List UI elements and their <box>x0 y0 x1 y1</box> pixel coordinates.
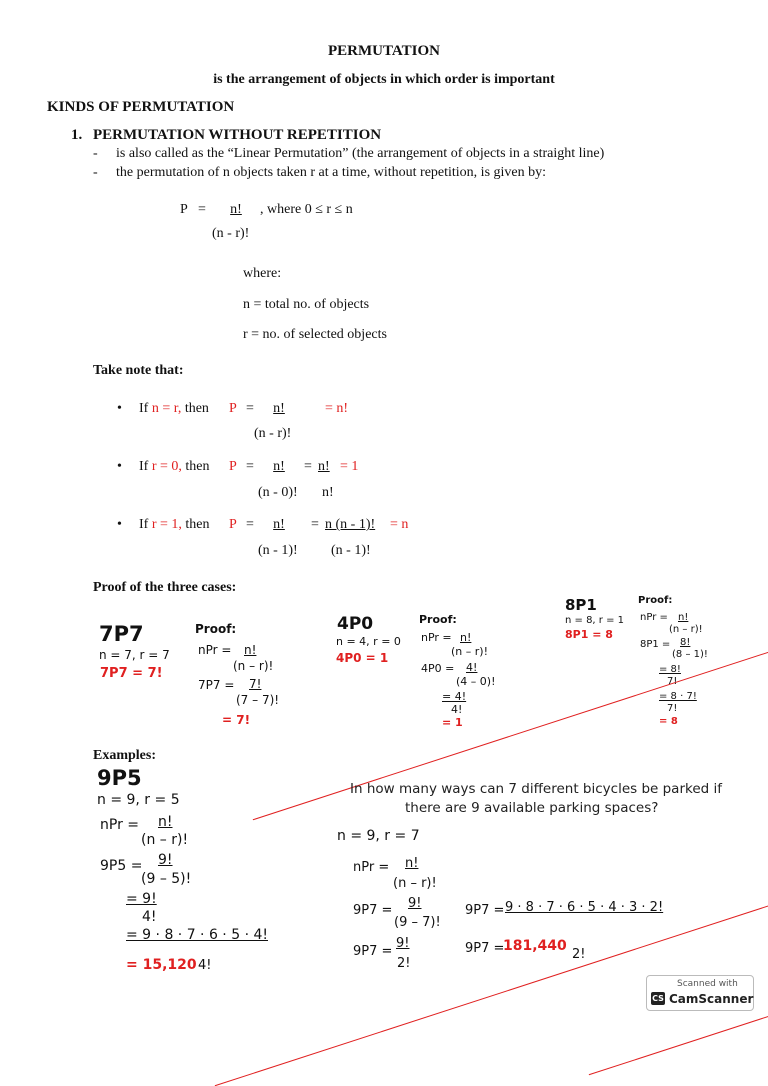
proof1-line1-den: (n – r)! <box>233 659 274 673</box>
proof2-line3-num: = 4! <box>442 690 467 703</box>
proof3-line3-num: = 8! <box>659 664 681 675</box>
proof3-line1-lhs: nPr = <box>640 612 668 623</box>
case-result: = 1 <box>340 459 359 474</box>
case-p: P <box>229 401 237 416</box>
case-if: If <box>139 401 149 416</box>
example2-r2-value: 181,440 <box>503 938 567 954</box>
r-definition: r = no. of selected objects <box>243 327 387 342</box>
proof1-label: Proof: <box>195 622 237 636</box>
case-then: then <box>185 459 210 474</box>
examples-heading: Examples: <box>93 748 156 763</box>
formula-eq: = <box>198 202 206 217</box>
example2-question-line1: In how many ways can 7 different bicycles be parked if <box>350 781 723 797</box>
section-number: 1. <box>71 127 83 143</box>
camscanner-badge <box>646 975 754 1011</box>
proof3-symbol: 8P1 <box>565 596 597 614</box>
case-2 <box>139 459 210 475</box>
proof3-line2-den: (8 – 1)! <box>672 649 708 660</box>
case-condition: r = 0, <box>151 459 182 474</box>
example2-l1-den: (n – r)! <box>393 876 437 891</box>
case-denominator: (n - 0)! <box>258 485 298 500</box>
proof3-label: Proof: <box>638 595 673 606</box>
formula-denominator: (n - r)! <box>212 226 250 241</box>
example2-r2-lhs: 9P7 = <box>465 941 505 956</box>
proof1-symbol: 7P7 <box>99 622 144 646</box>
case-denominator: (n - r)! <box>254 426 292 441</box>
proof2-line2-num: 4! <box>466 661 478 674</box>
formula-numerator: n! <box>230 202 242 217</box>
formula-condition: , where 0 ≤ r ≤ n <box>260 202 353 217</box>
proof2-line1-num: n! <box>460 631 472 644</box>
example2-l2-den: (9 – 7)! <box>394 915 441 930</box>
proof3-line4-den: 7! <box>667 703 678 714</box>
example2-given: n = 9, r = 7 <box>337 828 420 844</box>
proof1-line1-num: n! <box>244 643 257 657</box>
camscanner-logo-icon: CS <box>652 994 664 1003</box>
example2-l2-num: 9! <box>408 896 422 911</box>
proof1-line2-num: 7! <box>249 677 262 691</box>
proof1-line2-den: (7 – 7)! <box>236 693 768 707</box>
case-denominator-2: (n - 1)! <box>331 543 371 558</box>
example1-symbol: 9P5 <box>97 766 142 790</box>
case-eq2: = <box>311 517 319 532</box>
example1-l3-den: 4! <box>142 909 157 925</box>
case-numerator-2: n! <box>318 459 330 474</box>
note-heading: Take note that: <box>93 363 184 378</box>
proof2-line3-den: 4! <box>451 703 463 716</box>
example1-l3-num: = 9! <box>126 891 157 907</box>
example1-l1-lhs: nPr = <box>100 817 140 833</box>
proof2-final: = 1 <box>442 716 463 729</box>
proof3-line4-num: = 8 · 7! <box>659 691 697 702</box>
proof-heading: Proof of the three cases: <box>93 580 237 595</box>
proof1-line2-lhs: 7P7 = <box>198 678 235 692</box>
case-denominator: (n - 1)! <box>258 543 298 558</box>
proof3-line2-num: 8! <box>680 637 691 648</box>
case-condition: r = 1, <box>151 517 182 532</box>
bullet-icon: • <box>117 401 122 416</box>
case-condition: n = r, <box>151 401 182 416</box>
example2-question-line2: there are 9 available parking spaces? <box>405 800 659 816</box>
n-definition: n = total no. of objects <box>243 297 370 312</box>
example2-l1-num: n! <box>405 856 419 871</box>
section-heading: PERMUTATION WITHOUT REPETITION <box>93 127 382 143</box>
proof2-line2-lhs: 4P0 = <box>421 662 455 675</box>
page-subtitle: is the arrangement of objects in which order is important <box>213 72 555 87</box>
proof1-line1-lhs: nPr = <box>198 643 232 657</box>
proof1-result: 7P7 = 7! <box>100 666 163 681</box>
case-denominator-2: n! <box>322 485 334 500</box>
case-numerator-2: n (n - 1)! <box>325 517 376 532</box>
badge-caption: Scanned with <box>677 979 738 989</box>
proof3-result: 8P1 = 8 <box>565 628 613 641</box>
case-result: = n <box>390 517 409 532</box>
case-1 <box>139 401 209 417</box>
example1-l2-den: (9 – 5)! <box>141 871 192 887</box>
where-label: where: <box>243 266 282 281</box>
example2-r1-num: 9 · 8 · 7 · 6 · 5 · 4 · 3 · 2! <box>505 900 664 915</box>
formula-intro-text: the permutation of n objects taken r at a time, without repetition, is given by: <box>116 165 547 180</box>
proof3-line2-lhs: 8P1 = <box>640 639 671 650</box>
case-if: If <box>139 517 149 532</box>
example1-final: = 15,120 <box>126 957 197 973</box>
example2-l1-lhs: nPr = <box>353 860 390 875</box>
case-numerator: n! <box>273 517 285 532</box>
dash-bullet: - <box>93 165 98 180</box>
example2-r1-den: 2! <box>572 947 768 962</box>
example1-given: n = 9, r = 5 <box>97 792 180 808</box>
case-row <box>117 401 122 417</box>
example1-l4-num: = 9 · 8 · 7 · 6 · 5 · 4! <box>126 927 268 943</box>
proof3-final: = 8 <box>659 716 678 727</box>
example1-l1-den: (n – r)! <box>141 832 189 848</box>
case-eq: = <box>246 459 254 474</box>
example1-l2-lhs: 9P5 = <box>100 858 143 874</box>
example1-l2-num: 9! <box>158 852 173 868</box>
case-eq: = <box>246 401 254 416</box>
case-numerator: n! <box>273 459 285 474</box>
proof2-line1-den: (n – r)! <box>451 645 488 658</box>
proof2-result: 4P0 = 1 <box>336 651 389 665</box>
bullet-icon: • <box>117 459 122 474</box>
proof2-symbol: 4P0 <box>337 614 374 634</box>
case-if: If <box>139 459 149 474</box>
proof3-given: n = 8, r = 1 <box>565 615 625 626</box>
proof2-given: n = 4, r = 0 <box>336 635 401 648</box>
example1-l4-den: 4! <box>198 958 768 973</box>
proof2-line1-lhs: nPr = <box>421 631 452 644</box>
case-numerator: n! <box>273 401 285 416</box>
case-then: then <box>184 401 209 416</box>
proof2-line2-den: (4 – 0)! <box>456 675 496 688</box>
case-eq2: = <box>304 459 312 474</box>
kinds-heading: KINDS OF PERMUTATION <box>47 99 235 115</box>
example2-l3-lhs: 9P7 = <box>353 944 393 959</box>
case-p: P <box>229 517 237 532</box>
example2-l3-den: 2! <box>397 956 411 971</box>
bullet-icon: • <box>117 517 122 532</box>
definition-text: is also called as the “Linear Permutation” (the arrangement of objects in a straight line) <box>116 146 605 161</box>
badge-name: CamScanner <box>669 992 754 1006</box>
proof3-line3-den: 7! <box>667 676 678 687</box>
case-3 <box>139 517 210 533</box>
proof3-line1-den: (n – r)! <box>669 624 703 635</box>
proof1-given: n = 7, r = 7 <box>99 648 170 662</box>
example2-l2-lhs: 9P7 = <box>353 903 393 918</box>
proof2-label: Proof: <box>419 613 457 626</box>
case-eq: = <box>246 517 254 532</box>
proof1-final: = 7! <box>222 713 251 727</box>
formula-p: P <box>180 202 188 217</box>
example1-l1-num: n! <box>158 814 173 830</box>
dash-bullet: - <box>93 146 98 161</box>
case-then: then <box>185 517 210 532</box>
proof3-line1-num: n! <box>678 612 689 623</box>
example2-l3-num: 9! <box>396 936 410 951</box>
case-result: = n! <box>325 401 349 416</box>
page-title: PERMUTATION <box>328 43 440 59</box>
case-p: P <box>229 459 237 474</box>
example2-r1-lhs: 9P7 = <box>465 903 505 918</box>
